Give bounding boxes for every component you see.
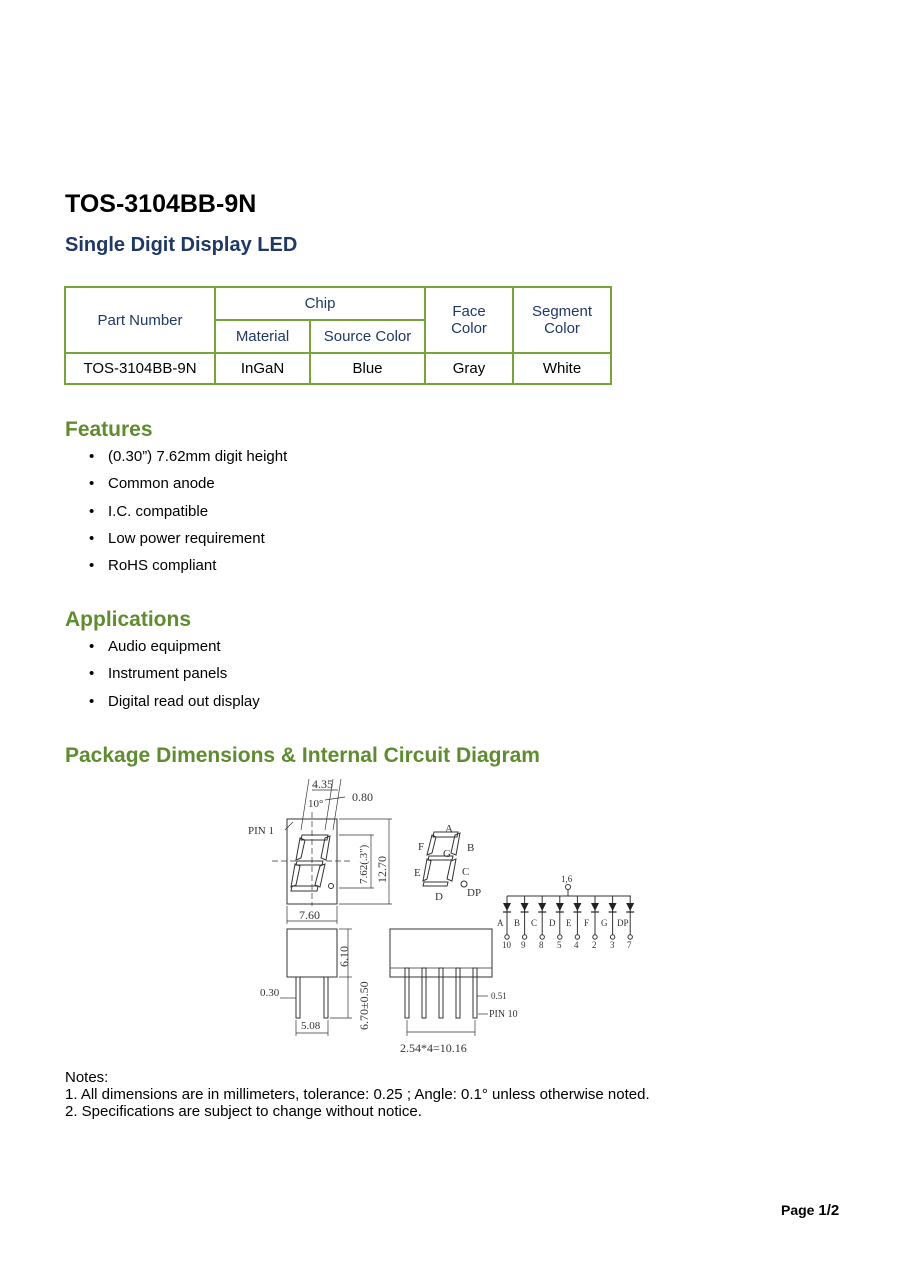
- notes: [65, 1069, 650, 1120]
- package-heading: Package Dimensions & Internal Circuit Diagram: [65, 744, 540, 767]
- segment-label-d: D: [435, 891, 443, 903]
- segment-label-e: E: [414, 867, 421, 879]
- segment-label-f: F: [418, 841, 425, 853]
- circuit-label: E: [566, 918, 572, 928]
- circuit-pin: 10: [502, 940, 511, 950]
- circuit-label: D: [549, 918, 556, 928]
- diode-symbol: [573, 903, 581, 911]
- list-item: • Instrument panels: [108, 664, 260, 691]
- pin-terminal: [505, 935, 509, 939]
- bottom-pin: [439, 968, 443, 1018]
- pin-terminal: [522, 935, 526, 939]
- side-pin-left: [296, 977, 300, 1018]
- pin1-label: PIN 1: [248, 825, 274, 837]
- dim-0-80: 0.80: [352, 790, 373, 804]
- pin-terminal: [558, 935, 562, 939]
- dim-6-10: 6.10: [337, 946, 351, 967]
- circuit-label: B: [514, 918, 521, 928]
- circuit-label: F: [584, 918, 590, 928]
- list-item: • Common anode: [108, 474, 287, 501]
- list-item: • I.C. compatible: [108, 502, 287, 529]
- diode-symbol: [626, 903, 634, 911]
- applications-heading: Applications: [65, 608, 192, 631]
- list-item: • Audio equipment: [108, 637, 260, 664]
- list-item: • Low power requirement: [108, 529, 287, 556]
- header-segment-color: Segment Color: [513, 287, 611, 353]
- circuit-label: C: [531, 918, 538, 928]
- dim-0-51: 0.51: [491, 991, 507, 1001]
- segment-label-dp: DP: [467, 887, 482, 899]
- circuit-label: G: [601, 918, 608, 928]
- bottom-pin: [473, 968, 477, 1018]
- bottom-pin: [405, 968, 409, 1018]
- list-item: • Digital read out display: [108, 692, 260, 719]
- dim-4-35: 4.35: [312, 777, 333, 791]
- header-material: Material: [215, 320, 310, 353]
- circuit-segment-labels: [497, 918, 629, 928]
- page-count: 1/2: [818, 1202, 840, 1219]
- circuit-label: DP: [617, 918, 629, 928]
- notes-line-2: 2. Specifications are subject to change without notice.: [65, 1103, 422, 1120]
- circuit-pin: 3: [610, 940, 615, 950]
- page-number: [781, 1202, 839, 1219]
- circuit-pin-numbers: [502, 940, 632, 950]
- circuit-pin: 4: [574, 940, 579, 950]
- circuit-pin: 2: [592, 940, 597, 950]
- features-heading: Features: [65, 418, 153, 441]
- diode-symbol: [556, 903, 564, 911]
- header-source-color: Source Color: [310, 320, 425, 353]
- pin-terminal: [593, 935, 597, 939]
- internal-circuit: [507, 885, 631, 897]
- pin10-label: PIN 10: [489, 1009, 518, 1020]
- notes-line-1: 1. All dimensions are in millimeters, tolerance: 0.25 ; Angle: 0.1° unless otherwise noted.: [65, 1086, 650, 1103]
- page-word: Page: [781, 1202, 819, 1218]
- page-title: TOS-3104BB-9N: [65, 190, 257, 218]
- notes-title: Notes:: [65, 1069, 109, 1086]
- diode-symbol: [591, 903, 599, 911]
- dim-7-60: 7.60: [299, 908, 320, 922]
- dim-pitch: 2.54*4=10.16: [400, 1041, 467, 1055]
- pin-terminal: [610, 935, 614, 939]
- dim-angle: 10°: [308, 798, 324, 810]
- cell-part: TOS-3104BB-9N: [65, 353, 215, 384]
- list-item: • (0.30”) 7.62mm digit height: [108, 447, 287, 474]
- segment-label-g: G: [443, 848, 451, 860]
- dim-5-08: 5.08: [301, 1020, 321, 1032]
- dim-digit-height: 7.62(.3"): [358, 844, 370, 884]
- header-part-number: Part Number: [65, 287, 215, 353]
- diode-symbol: [609, 903, 617, 911]
- cell-source: Blue: [310, 353, 425, 384]
- circuit-common-pin: 1,6: [561, 874, 573, 884]
- cell-material: InGaN: [215, 353, 310, 384]
- header-face-color: Face Color: [425, 287, 513, 353]
- diode-symbol: [521, 903, 529, 911]
- segment-label-b: B: [467, 842, 475, 854]
- pin-terminal: [628, 935, 632, 939]
- dim-6-70: 6.70±0.50: [357, 981, 371, 1030]
- side-pin-right: [324, 977, 328, 1018]
- dim-12-70: 12.70: [375, 856, 389, 883]
- circuit-pin: 5: [557, 940, 562, 950]
- circuit-pin: 9: [521, 940, 526, 950]
- list-item: • RoHS compliant: [108, 556, 287, 583]
- page-subtitle: Single Digit Display LED: [65, 234, 298, 256]
- circuit-pin: 8: [539, 940, 544, 950]
- circuit-pin: 7: [627, 940, 632, 950]
- header-chip: Chip: [215, 287, 425, 320]
- side-view-body: [287, 929, 337, 977]
- diode-symbol: [503, 903, 511, 911]
- bottom-pin: [456, 968, 460, 1018]
- cell-segment: White: [513, 353, 611, 384]
- dim-0-30: 0.30: [260, 987, 280, 999]
- diode-symbol: [538, 903, 546, 911]
- segment-label-a: A: [445, 823, 453, 835]
- bottom-pin: [422, 968, 426, 1018]
- cell-face: Gray: [425, 353, 513, 384]
- pin-terminal: [575, 935, 579, 939]
- pin-terminal: [540, 935, 544, 939]
- circuit-label: A: [497, 918, 504, 928]
- segment-label-c: C: [462, 866, 470, 878]
